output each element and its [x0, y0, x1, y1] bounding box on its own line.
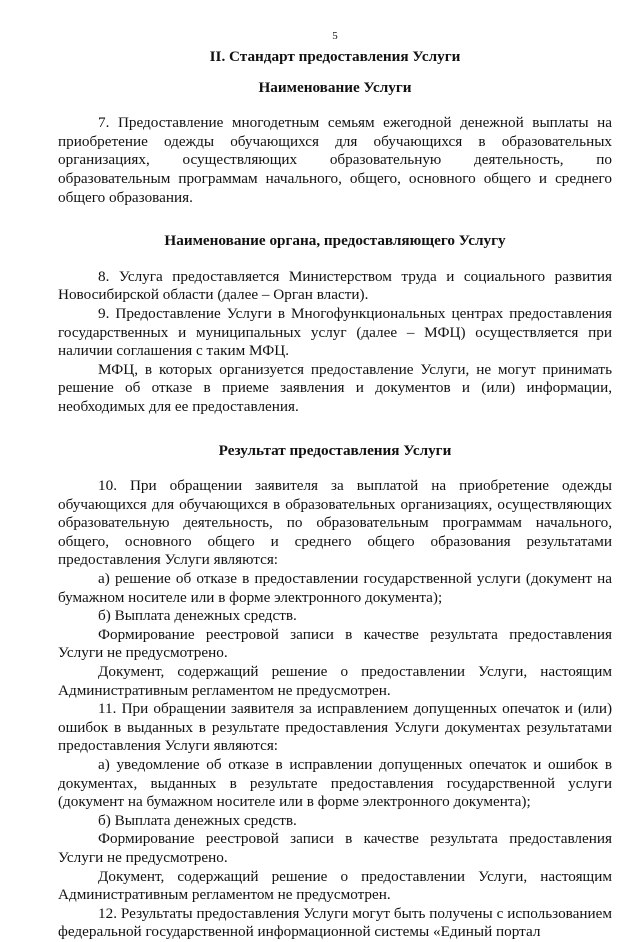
organ-heading: Наименование органа, предоставляющего Услугу — [164, 232, 506, 250]
page-number: 5 — [332, 30, 338, 42]
service-name-heading: Наименование Услуги — [258, 78, 412, 96]
paragraph-9: 9. Предоставление Услуги в Многофункциональных центрах предоставления государственных и муниципальных услуг (далее – МФЦ) осуществляется при наличии соглашения с таким МФЦ. — [58, 304, 612, 360]
document-page — [58, 30, 612, 942]
paragraph-11a: а) уведомление об отказе в исправлении допущенных опечаток и ошибок в документах, выданных в результате предоставления государственной услуги (документ на бумажном носителе или в форме электронного документа); — [58, 756, 612, 811]
paragraph-11b: б) Выплата денежных средств. — [98, 811, 297, 829]
paragraph-11: 11. При обращении заявителя за исправлением допущенных опечаток и (или) ошибок в выданных в результате предоставления Услуги документах результатами предоставления Услуги являются: — [58, 700, 612, 755]
paragraph-registry-1: Формирование реестровой записи в качестве результата предоставления Услуги не предусмотрено. — [58, 625, 612, 662]
paragraph-12: 12. Результаты предоставления Услуги могут быть получены с использованием федеральной государственной информационной системы «Единый портал — [58, 904, 612, 941]
section-heading: II. Стандарт предоставления Услуги — [209, 48, 461, 65]
paragraph-mfc: МФЦ, в которых организуется предоставление Услуги, не могут принимать решение об отказе в приеме заявления и документов и (или) информации, необходимых для ее предоставления. — [58, 360, 612, 415]
paragraph-document-1: Документ, содержащий решение о предоставлении Услуги, настоящим Административным регламентом не предусмотрен. — [58, 663, 612, 699]
paragraph-10: 10. При обращении заявителя за выплатой на приобретение одежды обучающихся для обучающихся в образовательных организациях, осуществляющих образовательную деятельность, по образовательным программам начального, общего, основного общего и среднего общего образования результатами предоставления Услуги являются: — [58, 477, 612, 569]
paragraph-registry-2: Формирование реестровой записи в качестве результата предоставления Услуги не предусмотрено. — [58, 830, 612, 866]
paragraph-8: 8. Услуга предоставляется Министерством труда и социального развития Новосибирской области (далее – Орган власти). — [58, 267, 612, 304]
paragraph-10b: б) Выплата денежных средств. — [98, 607, 297, 625]
paragraph-document-2: Документ, содержащий решение о предоставлении Услуги, настоящим Административным регламентом не предусмотрен. — [58, 867, 612, 904]
paragraph-10a: а) решение об отказе в предоставлении государственной услуги (документ на бумажном носителе или в форме электронного документа); — [58, 570, 612, 606]
result-heading: Результат предоставления Услуги — [218, 441, 452, 459]
paragraph-7: 7. Предоставление многодетным семьям ежегодной денежной выплаты на приобретение одежды обучающихся для обучающихся в образовательных организациях, осуществляющих образовательную деятельность, по образовательным программам начального, общего, основного общего и среднего общего образования. — [58, 114, 612, 206]
